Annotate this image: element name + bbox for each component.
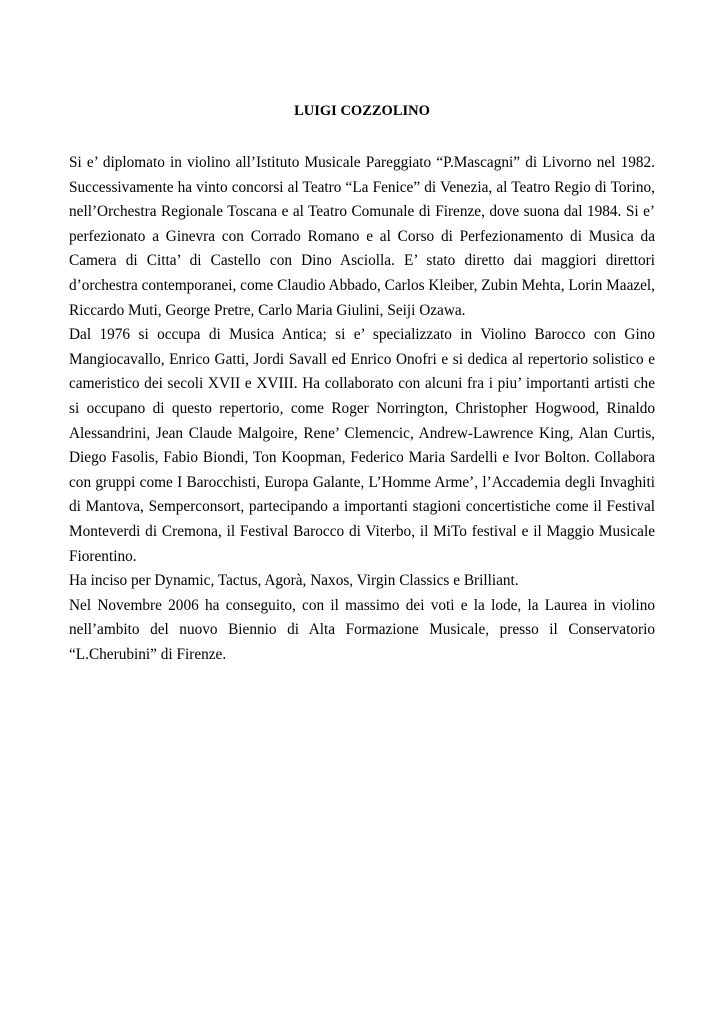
document-body — [69, 151, 655, 667]
paragraph-degree: Nel Novembre 2006 ha conseguito, con il massimo dei voti e la lode, la Laurea in violino nell’ambito del nuovo Biennio di Alta Formazione Musicale, presso il Conservatorio “L.Cherubini” di Firenze. — [69, 596, 655, 663]
paragraph-early-music: Dal 1976 si occupa di Musica Antica; si e’ specializzato in Violino Barocco con Gino Mangiocavallo, Enrico Gatti, Jordi Savall ed Enrico Onofri e si dedica al repertorio solistico e cameristico dei secoli XVII e XVIII. Ha collaborato con alcuni fra i piu’ importanti artisti che si occupano di questo repertorio, come Roger Norrington, Christopher Hogwood, Rinaldo Alessandrini, Jean Claude Malgoire, Rene’ Clemencic, Andrew-Lawrence King, Alan Curtis, Diego Fasolis, Fabio Biondi, Ton Koopman, Federico Maria Sardelli e Ivor Bolton. Collabora con gruppi come I Barocchisti, Europa Galante, L’Homme Arme’, l’Accademia degli Invaghiti di Mantova, Semperconsort, partecipando a importanti stagioni concertistiche come il Festival Monteverdi di Cremona, il Festival Barocco di Viterbo, il MiTo festival e il Maggio Musicale Fiorentino. — [69, 326, 655, 565]
paragraph-education: Si e’ diplomato in violino all’Istituto Musicale Pareggiato “P.Mascagni” di Livorno nel 1982. Successivamente ha vinto concorsi al Teatro “La Fenice” di Venezia, al Teatro Regio di Torino, nell’Orchestra Regionale Toscana e al Teatro Comunale di Firenze, dove suona dal 1984. Si e’ perfezionato a Ginevra con Corrado Romano e al Corso di Perfezionamento di Musica da Camera di Citta’ di Castello con Dino Asciolla. E’ stato diretto dai maggiori direttori d’orchestra contemporanei, come Claudio Abbado, Carlos Kleiber, Zubin Mehta, Lorin Maazel, Riccardo Muti, George Pretre, Carlo Maria Giulini, Seiji Ozawa. — [69, 154, 656, 319]
paragraph-recordings: Ha inciso per Dynamic, Tactus, Agorà, Naxos, Virgin Classics e Brilliant. — [69, 572, 519, 590]
document-title: LUIGI COZZOLINO — [294, 103, 430, 119]
